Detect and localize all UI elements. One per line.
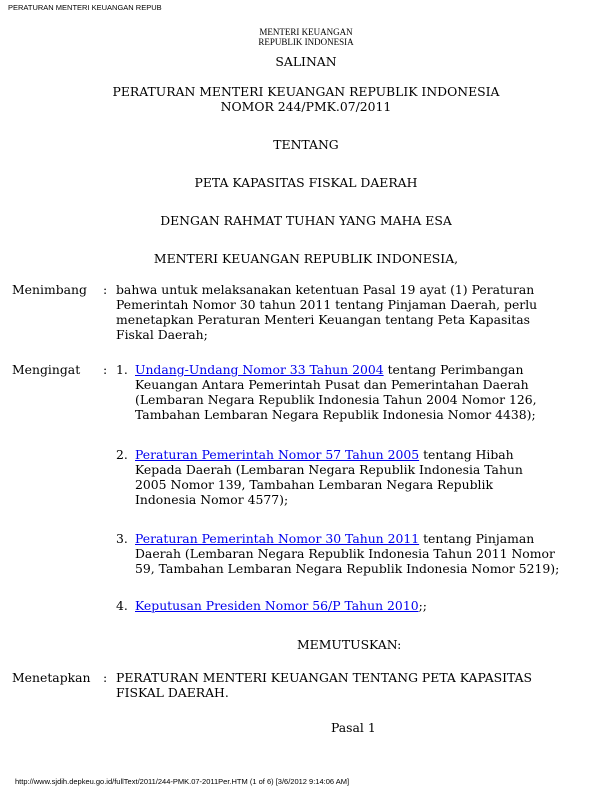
salinan-label: SALINAN <box>275 54 337 69</box>
item-number: 4. <box>116 598 128 613</box>
mengingat-item-1 <box>116 362 537 422</box>
title-line: PERATURAN MENTERI KEUANGAN REPUBLIK INDONESIA <box>112 84 500 99</box>
text-line: PERATURAN MENTERI KEUANGAN TENTANG PETA KAPASITAS <box>116 670 533 685</box>
pasal-heading: Pasal 1 <box>331 720 376 735</box>
letterhead-line: REPUBLIK INDONESIA <box>258 37 354 47</box>
colon: : <box>103 282 108 297</box>
law-link[interactable]: Undang-Undang Nomor 33 Tahun 2004 <box>135 362 384 377</box>
text-line: menetapkan Peraturan Menteri Keuangan tentang Peta Kapasitas <box>116 312 531 327</box>
law-link[interactable]: Peraturan Pemerintah Nomor 57 Tahun 2005 <box>135 447 420 462</box>
law-link[interactable]: Peraturan Pemerintah Nomor 30 Tahun 2011 <box>135 531 420 546</box>
text: tentang Hibah <box>419 447 514 462</box>
colon: : <box>103 670 108 685</box>
text-line: 2005 Nomor 139, Tambahan Lembaran Negara Republik <box>135 477 493 492</box>
invocation: DENGAN RAHMAT TUHAN YANG MAHA ESA <box>160 213 452 228</box>
text-line: 59, Tambahan Lembaran Negara Republik Indonesia Nomor 5219); <box>135 561 560 576</box>
tentang-heading: TENTANG <box>273 137 339 152</box>
subject-heading: PETA KAPASITAS FISKAL DAERAH <box>194 175 418 190</box>
text-line: Keuangan Antara Pemerintah Pusat dan Pemerintahan Daerah <box>135 377 529 392</box>
menetapkan-text <box>116 670 532 700</box>
law-link[interactable]: Keputusan Presiden Nomor 56/P Tahun 2010 <box>135 598 419 613</box>
mengingat-label: Mengingat <box>12 362 81 377</box>
text-line: (Lembaran Negara Republik Indonesia Tahun 2004 Nomor 126, <box>135 392 537 407</box>
text: tentang Perimbangan <box>383 362 524 377</box>
item-number: 2. <box>116 447 128 462</box>
text-line: Daerah (Lembaran Negara Republik Indonesia Tahun 2011 Nomor <box>135 546 555 561</box>
text-line: Indonesia Nomor 4577); <box>135 492 289 507</box>
memutuskan-heading: MEMUTUSKAN: <box>297 637 402 652</box>
menimbang-text <box>116 282 537 342</box>
mengingat-item-3 <box>116 531 559 576</box>
mengingat-item-4 <box>116 598 427 613</box>
browser-print-header: PERATURAN MENTERI KEUANGAN REPUB <box>8 3 162 12</box>
text-line: FISKAL DAERAH. <box>116 685 229 700</box>
regulation-title <box>0 84 612 114</box>
text-line: Pemerintah Nomor 30 tahun 2011 tentang Pinjaman Daerah, perlu <box>116 297 538 312</box>
text-line: Fiskal Daerah; <box>116 327 208 342</box>
browser-print-footer: http://www.sjdih.depkeu.go.id/fullText/2011/244-PMK.07-2011Per.HTM (1 of 6) [3/6/2012 9:14:06 AM] <box>15 777 350 786</box>
menimbang-label: Menimbang <box>12 282 87 297</box>
text-line: Kepada Daerah (Lembaran Negara Republik Indonesia Tahun <box>135 462 523 477</box>
colon: : <box>103 362 108 377</box>
mengingat-item-2 <box>116 447 523 507</box>
menetapkan-label: Menetapkan <box>12 670 91 685</box>
letterhead-line: MENTERI KEUANGAN <box>259 27 353 37</box>
item-number: 1. <box>116 362 128 377</box>
text: tentang Pinjaman <box>419 531 535 546</box>
title-line: NOMOR 244/PMK.07/2011 <box>220 99 392 114</box>
text: ;; <box>418 598 427 613</box>
authority: MENTERI KEUANGAN REPUBLIK INDONESIA, <box>153 251 459 266</box>
letterhead <box>0 27 612 47</box>
text-line: Tambahan Lembaran Negara Republik Indonesia Nomor 4438); <box>135 407 536 422</box>
text-line: bahwa untuk melaksanakan ketentuan Pasal 19 ayat (1) Peraturan <box>116 282 535 297</box>
item-number: 3. <box>116 531 128 546</box>
